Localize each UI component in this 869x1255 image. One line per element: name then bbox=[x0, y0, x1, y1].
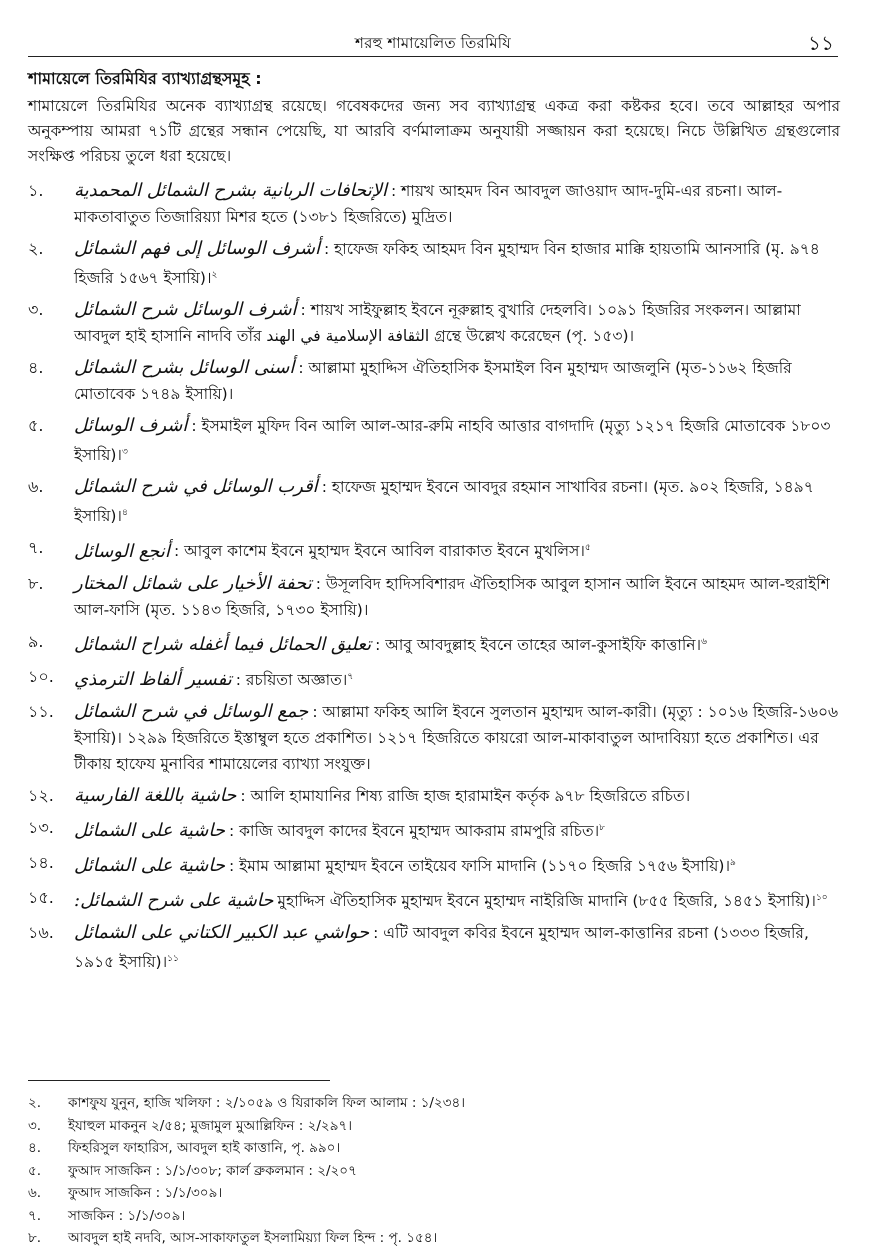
commentary-entry bbox=[28, 885, 840, 914]
commentary-entry bbox=[28, 783, 840, 809]
commentary-list bbox=[28, 178, 840, 982]
footnote-number: ৪. bbox=[28, 1140, 42, 1156]
entry-description: : আবুল কাশেম ইবনে মুহাম্মদ ইবনে আবিল বারাকাত ইবনে মুখলিস। bbox=[173, 542, 585, 561]
footnote-text: ফিহরিসুল ফাহারিস, আবদুল হাই কাত্তানি, পৃ. ৯৯০। bbox=[68, 1140, 341, 1156]
arabic-book-title: جمع الوسائل في شرح الشمائل bbox=[74, 700, 309, 722]
entry-number: ১৫. bbox=[28, 888, 54, 908]
commentary-entry bbox=[28, 535, 840, 564]
entry-description: : উসূলবিদ হাদিসবিশারদ ঐতিহাসিক আবুল হাসান আলি ইবনে আহমদ আল-হুরাইশি আল-ফাসি (মৃত. ১১৪৩ হিজরি, ১৭৩০ ইসায়ি)। bbox=[74, 574, 830, 619]
entry-number: ৫. bbox=[28, 416, 44, 436]
footnote bbox=[28, 1182, 840, 1205]
entry-number: ৮. bbox=[28, 573, 44, 593]
commentary-entry bbox=[28, 413, 840, 468]
footnote-marker: ৯ bbox=[730, 858, 736, 869]
arabic-book-title: أشرف الوسائل شرح الشمائل bbox=[74, 299, 297, 321]
page-header bbox=[28, 26, 838, 57]
footnote-marker: ১০ bbox=[815, 893, 828, 904]
entry-description: : আবু আবদুল্লাহ ইবনে তাহের আল-কুসাইফি কাত্তানি। bbox=[375, 635, 702, 654]
footnote-marker: ২ bbox=[211, 270, 218, 280]
entry-number: ৬. bbox=[28, 477, 44, 497]
commentary-entry bbox=[28, 236, 840, 291]
entry-number: ১৬. bbox=[28, 923, 54, 943]
footnote-marker: ৬ bbox=[701, 636, 707, 647]
entry-description: : রচয়িতা অজ্ঞাত। bbox=[235, 670, 348, 689]
footnote-text: ইযাহুল মাকনুন ২/৫৪; মুজামুল মুআল্লিফিন : ২/২৯৭। bbox=[68, 1117, 353, 1134]
arabic-book-title: حواشي عبد الكبير الكتاني على الشمائل bbox=[74, 922, 370, 944]
footnote-number: ৫. bbox=[28, 1162, 42, 1179]
arabic-book-title: حاشية على الشمائل bbox=[74, 855, 225, 877]
commentary-entry bbox=[28, 474, 840, 529]
footnotes bbox=[28, 1092, 840, 1250]
entry-number: ১. bbox=[28, 181, 44, 200]
entry-description: : ইসমাইল মুফিদ বিন আলি আল-আর-রুমি নাহবি আত্তার বাগদাদি (মৃত্যু ১২১৭ হিজরি মোতাবেক ১৮০৩ ইসায়ি)। bbox=[74, 417, 831, 465]
footnote bbox=[28, 1115, 840, 1138]
entry-number: ১৪. bbox=[28, 853, 54, 873]
arabic-book-title: أقرب الوسائل في شرح الشمائل bbox=[74, 476, 318, 498]
entry-description: : শায়খ সাইফুল্লাহ ইবনে নূরুল্লাহ বুখারি দেহলবি। ১০৯১ হিজরির সংকলন। আল্লামা আবদুল হাই হাসানি নাদবি তাঁর الثقافة الإسلامية في الهند গ্রন্থে উল্লেখ করেছেন (পৃ. ১৫৩)। bbox=[74, 301, 801, 346]
commentary-entry bbox=[28, 355, 840, 407]
entry-description: : ইমাম আল্লামা মুহাম্মদ ইবনে তাইয়েব ফাসি মাদানি (১১৭০ হিজরি ১৭৫৬ ইসায়ি)। bbox=[229, 857, 731, 876]
footnote-marker: ৮ bbox=[599, 822, 605, 833]
entry-description: : শায়খ আহমদ বিন আবদুল জাওয়াদ আদ-দুমি-এর রচনা। আল-মাকতাবাতুত তিজারিয়্যা মিশর হতে (১৩৮১ হিজরিতে) মুদ্রিত। bbox=[74, 182, 783, 226]
page-number: ১১ bbox=[808, 31, 834, 55]
footnote-marker: ৫ bbox=[584, 543, 591, 554]
footnote-separator bbox=[28, 1080, 330, 1081]
commentary-entry bbox=[28, 699, 840, 777]
footnote-text: সাজকিন : ১/১/৩০৯। bbox=[68, 1207, 186, 1224]
arabic-book-title: تفسير ألفاظ الترمذي bbox=[74, 668, 232, 690]
footnote bbox=[28, 1092, 840, 1115]
entry-description: : হাফেজ ফকিহ আহমদ বিন মুহাম্মদ বিন হাজার মাক্কি হায়তামি আনসারি (মৃ. ৯৭৪ হিজরি ১৫৬৭ ইসায়ি)। bbox=[74, 240, 820, 288]
footnote-text: ফুআদ সাজকিন : ১/১/৩০৯। bbox=[68, 1185, 223, 1201]
arabic-book-title: تعليق الحمائل فيما أغفله شراح الشمائل bbox=[74, 633, 372, 655]
entry-number: ১১. bbox=[28, 701, 54, 721]
entry-description: মুহাদ্দিস ঐতিহাসিক মুহাম্মদ ইবনে মুহাম্মদ নাইরিজি মাদানি (৮৫৫ হিজরি, ১৪৫১ ইসায়ি)। bbox=[277, 892, 816, 911]
arabic-book-title: أشرف الوسائل bbox=[74, 415, 188, 437]
commentary-entry bbox=[28, 664, 840, 693]
entry-number: ৪. bbox=[28, 358, 44, 378]
entry-description: : আলি হামাযানির শিষ্য রাজি হাজ হারামাইন কর্তৃক ৯৭৮ হিজরিতে রচিত। bbox=[240, 786, 691, 805]
footnote-marker: ৩ bbox=[121, 447, 128, 458]
arabic-book-title: أشرف الوسائل إلى فهم الشمائل bbox=[74, 238, 320, 259]
footnote-marker: ১১ bbox=[167, 954, 179, 965]
entry-number: ১২. bbox=[28, 785, 54, 805]
entry-number: ১৩. bbox=[28, 817, 54, 837]
footnote bbox=[28, 1205, 840, 1228]
footnote-text: আবদুল হাই নদবি, আস-সাকাফাতুল ইসলামিয়্যা ফিল হিন্দ : পৃ. ১৫৪। bbox=[68, 1230, 438, 1246]
entry-description: : এটি আবদুল কবির ইবনে মুহাম্মদ আল-কাত্তানির রচনা (১৩৩৩ হিজরি, ১৯১৫ ইসায়ি)। bbox=[74, 924, 809, 972]
commentary-entry bbox=[28, 920, 840, 975]
footnote-text: কাশফুয যুনুন, হাজি খলিফা : ২/১০৫৯ ও যিরাকলি ফিল আলাম : ১/২৩৪। bbox=[68, 1095, 466, 1111]
commentary-entry bbox=[28, 850, 840, 879]
arabic-book-title: أنجع الوسائل bbox=[74, 540, 170, 562]
commentary-entry bbox=[28, 178, 840, 230]
entry-description: : কাজি আবদুল কাদের ইবনে মুহাম্মদ আকরাম রামপুরি রচিত। bbox=[229, 822, 600, 841]
footnote-number: ৩. bbox=[28, 1117, 42, 1134]
section-heading: শামায়েলে তিরমিযির ব্যাখ্যাগ্রন্থসমূহ : bbox=[28, 69, 262, 88]
running-title: শরহু শামায়েলিত তিরমিযি bbox=[355, 34, 511, 52]
commentary-entry bbox=[28, 815, 840, 844]
footnote bbox=[28, 1160, 840, 1183]
arabic-book-title: تحفة الأخيار على شمائل المختار bbox=[74, 572, 312, 594]
footnote-marker: ৪ bbox=[121, 508, 128, 519]
entry-description: : আল্লামা ফকিহ আলি ইবনে সুলতান মুহাম্মদ আল-কারী। (মৃত্যু : ১০১৬ হিজরি-১৬০৬ ইসায়ি)। ১২৯৯ হিজরিতে ইস্তাম্বুল হতে প্রকাশিত। ১২১৭ হিজরিতে কায়রো আল-মাকাবাতুল আদাবিয়্যা হতে প্রকাশিত। এর টীকায় হাফেয মুনাবির শামায়েলের ব্যাখ্যা সংযুক্ত। bbox=[74, 702, 839, 773]
entry-number: ৩. bbox=[28, 300, 44, 320]
entry-description: : হাফেজ মুহাম্মদ ইবনে আবদুর রহমান সাখাবির রচনা। (মৃত. ৯০২ হিজরি, ১৪৯৭ ইসায়ি)। bbox=[74, 478, 814, 526]
footnote-number: ২. bbox=[28, 1095, 42, 1111]
arabic-book-title: أسنى الوسائل بشرح الشمائل bbox=[74, 357, 295, 379]
footnote-text: ফুআদ সাজকিন : ১/১/৩০৮; কার্ল ব্রুকলমান : ২/২০৭ bbox=[68, 1162, 357, 1179]
entry-number: ৯. bbox=[28, 631, 44, 651]
intro-paragraph: শামায়েলে তিরমিযির অনেক ব্যাখ্যাগ্রন্থ রয়েছে। গবেষকদের জন্য সব ব্যাখ্যাগ্রন্থ একত্র করা কষ্টকর হবে। তবে আল্লাহর অপার অনুকম্পায় আমরা ৭১টি গ্রন্থের সন্ধান পেয়েছি, যা আরবি বর্ণমালাক্রম অনুযায়ী সজ্জায়ন করা হয়েছে। নিচে উল্লিখিত গ্রন্থগুলোর সংক্ষিপ্ত পরিচয় তুলে ধরা হয়েছে। bbox=[28, 97, 840, 165]
footnote-number: ৬. bbox=[28, 1185, 42, 1201]
footnote-number: ৮. bbox=[28, 1230, 42, 1246]
commentary-entry bbox=[28, 629, 840, 658]
commentary-entry bbox=[28, 571, 840, 623]
footnote bbox=[28, 1137, 840, 1160]
footnote-marker: ৭ bbox=[347, 671, 354, 682]
arabic-book-title: حاشية على الشمائل bbox=[74, 820, 225, 842]
commentary-entry bbox=[28, 297, 840, 349]
entry-number: ২. bbox=[28, 239, 44, 258]
entry-number: ৭. bbox=[28, 538, 44, 558]
footnote bbox=[28, 1227, 840, 1250]
entry-description: : আল্লামা মুহাদ্দিস ঐতিহাসিক ইসমাইল বিন মুহাম্মদ আজলুনি (মৃত-১১৬২ হিজরি মোতাবেক ১৭৪৯ ইসায়ি)। bbox=[74, 359, 792, 404]
arabic-book-title: حاشية باللغة الفارسية bbox=[74, 784, 237, 806]
entry-number: ১০. bbox=[28, 666, 54, 686]
footnote-number: ৭. bbox=[28, 1207, 42, 1224]
arabic-book-title: حاشية على شرح الشمائل: bbox=[74, 890, 274, 912]
arabic-book-title: الإتحافات الربانية بشرح الشمائل المحمدية bbox=[74, 180, 388, 201]
